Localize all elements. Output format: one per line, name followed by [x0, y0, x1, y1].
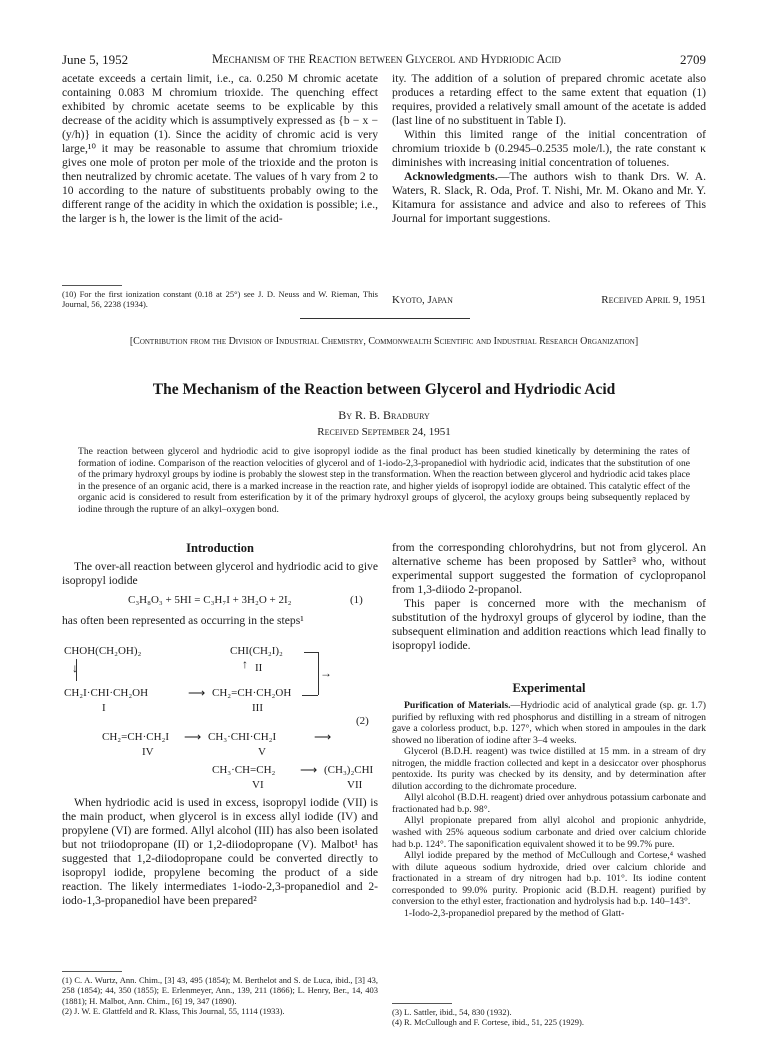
prev-article-right-column	[392, 72, 706, 226]
footnote-divider	[62, 285, 122, 286]
experimental-section	[392, 700, 706, 919]
compound-V: CH₃·CHI·CH₂I	[208, 731, 277, 743]
article-separator	[300, 318, 470, 319]
prev-article-left-column	[62, 72, 378, 226]
intro-paragraph-1: The over-all reaction between glycerol and hydriodic acid to give isopropyl iodide	[62, 560, 378, 587]
intro-paragraph-2: has often been represented as occurring in the steps¹	[62, 614, 304, 627]
label-VI: VI	[252, 779, 264, 791]
purification-label: Purification of Materials.	[404, 700, 511, 711]
experimental-p5: Allyl iodide prepared by the method of McCullough and Cortese,⁴ washed with dilute aqueous sodium hydroxide, dried over calcium chloride and fractionated in a stream of dry nitrogen had b.p. 101°. Its iodine content corresponded to 99.0% purity. Propionic acid (B.D.H. reagent) purified by conversion to the ethyl ester, fractionation and hydrolysis had b.p. 140–143°.	[392, 850, 706, 908]
up-arrow-icon: ↑	[242, 657, 248, 671]
reaction-scheme	[62, 645, 378, 791]
prev-left-paragraph: acetate exceeds a certain limit, i.e., ca. 0.250 M chromic acetate containing 0.083 M chromium trioxide. The quenching effect exhibited by chromic acetate seems to be explicable by this decrease of the acidity which is assumptively expressed as {b − x − (y/h)} in equation (1). Since the acidity of chromic acid is very large,¹⁰ it may be reasonable to assume that chromium trioxide gives one mole of proton per mole of the trioxide and the proton is then neutralized by chromic acetate. The values of h vary from 2 to 10 according to the nature of substituents probably owing to the different range of the acidity in which the oxidation is possible; i.e., the larger is h, the lower is the limit of the acid-	[62, 72, 378, 225]
right-arrow-icon: ⟶	[300, 763, 318, 777]
prev-footnote	[62, 289, 378, 310]
right-paragraph-2: This paper is concerned more with the mechanism of substitution of the hydroxyl groups of glycerol by iodine, than the subsequent elimination and addition reactions which lead finally to isopropyl iodide.	[392, 597, 706, 652]
article-title: The Mechanism of the Reaction between Glycerol and Hydriodic Acid	[152, 381, 616, 398]
bracket-bottom	[302, 695, 318, 696]
prev-right-p2: Within this limited range of the initial concentration of chromium trioxide b (0.2945–0.2535 mole/l.), the rate constant κ diminishes with increasing initial concentration of toluenes.	[392, 128, 706, 169]
footnote-10: (10) For the first ionization constant (0.18 at 25°) see J. D. Neuss and W. Rieman, This Journal, 56, 2238 (1934).	[62, 289, 378, 310]
experimental-p1: —Hydriodic acid of analytical grade (sp. gr. 1.7) purified by refluxing with red phosphorus and distilling in a stream of nitrogen gave a colorless product, b.p. 127°, which when stored in ampoules in the dark showed no liberation of iodine after 3–4 weeks.	[392, 700, 706, 746]
byline: By R. B. Bradbury	[338, 408, 430, 422]
prev-right-p1: ity. The addition of a solution of prepared chromic acetate also produces a retarding effect to the same extent that equation (1) requires, provided a relatively small amount of the acetate is added (last line of no substituent in Table I).	[392, 72, 706, 127]
page-number: 2709	[680, 52, 706, 67]
equation-1: C₃H₈O₃ + 5HI = C₃H₇I + 3H₂O + 2I₂	[128, 594, 292, 606]
experimental-heading: Experimental	[512, 681, 586, 695]
footnote-4: (4) R. McCullough and F. Cortese, ibid., 51, 225 (1929).	[392, 1017, 584, 1028]
footnote-1: (1) C. A. Wurtz, Ann. Chim., [3] 43, 495 (1854); M. Berthelot and S. de Luca, ibid., [3] 43, 258 (1854); 44, 350 (1855); E. Erlenmeyer, Ann., 139, 211 (1866); L. Henry, Ber., 14, 403 (1881); H. Malbot, Ann. Chim., [6] 19, 347 (1890).	[62, 975, 378, 1006]
intro-paragraph-3: When hydriodic acid is used in excess, isopropyl iodide (VII) is the main product, when glycerol is in excess allyl iodide (IV) and propylene (VI) are formed. Allyl alcohol (III) has also been isolated but not triiodopropane (II) or 1,2-diiodopropane (V). Malbot¹ has suggested that 1,2-diiodopropane could be converted directly to isopropyl iodide, propylene becoming the product of a side reaction. The likely intermediates 1-iodo-2,3-propanediol and 2-iodo-1,3-propanediol have been prepared²	[62, 796, 378, 907]
contribution-line: [Contribution from the Division of Industrial Chemistry, Commonwealth Scientific and Industrial Research Organization]	[129, 336, 639, 347]
right-arrow-icon: ⟶	[188, 686, 206, 700]
label-VII: VII	[347, 779, 363, 791]
right-column-text	[392, 541, 706, 653]
acknowledgments-text: —The authors wish to thank Drs. W. A. Waters, R. Slack, R. Oda, Prof. T. Nishi, Mr. M. Okano and Mr. Y. Kitamura for assistance and advice and also to referees of This Journal for important suggestions.	[392, 170, 706, 225]
compound-III: CH₂=CH·CH₂OH	[212, 687, 292, 699]
experimental-p4: Allyl propionate prepared from allyl alcohol and propionic anhydride, washed with 25% aqueous sodium carbonate and dried over calcium chloride had b.p. 124°. The saponification equivalent showed it to be 99.7% pure.	[392, 815, 706, 850]
compound-I: CH₂I·CHI·CH₂OH	[64, 687, 149, 699]
received-date: Received September 24, 1951	[317, 426, 451, 438]
experimental-p2: Glycerol (B.D.H. reagent) was twice distilled at 15 mm. in a stream of dry nitrogen, the middle fraction collected and kept in a desiccator over phosphorus pentoxide. Its purity was checked by its density, and by determination after dilution according to the dichromate procedure.	[392, 746, 706, 792]
prev-location: Kyoto, Japan	[392, 294, 453, 306]
abstract: The reaction between glycerol and hydriodic acid to give isopropyl iodide as the final product has been studied kinetically by determining the rates of formation of iodine. Comparison of the reaction velocities of glycerol and of 1-iodo-2,3-propanediol with hydriodic acid, indicates that the substitution of one of the primary hydroxyl groups by iodine is probably the slowest step in the transformation. When the reaction between glycerol and hydriodic acid takes place in the presence of an organic acid, there is a marked increase in the reaction rate, and higher yields of isopropyl iodide are obtained. This catalytic effect of the organic acid is considered to result from esterification by it of the primary hydroxyl groups of glycerol, the acyloxy groups being subsequently replaced by iodine through the rupture of an alkyl–oxygen bond.	[78, 446, 690, 515]
experimental-p6: 1-Iodo-2,3-propanediol prepared by the method of Glatt-	[404, 907, 625, 919]
introduction-heading: Introduction	[186, 541, 254, 555]
right-arrow-icon: ⟶	[184, 730, 202, 744]
footnote-2: (2) J. W. E. Glattfeld and R. Klass, This Journal, 55, 1114 (1933).	[62, 1006, 285, 1017]
label-I: I	[102, 702, 106, 714]
right-paragraph-1: from the corresponding chlorohydrins, but not from glycerol. An alternative scheme has been proposed by Sattler³ who, without experimental support suggested the formation of cyclopropanol from 1,3-diiodo 2-propanol.	[392, 541, 706, 596]
header-date: June 5, 1952	[62, 52, 129, 67]
right-arrow-icon: →	[320, 666, 332, 680]
scheme-line-vertical	[76, 659, 77, 681]
compound-VI: CH₃·CH=CH₂	[212, 764, 276, 776]
footnote-3: (3) L. Sattler, ibid., 54, 830 (1932).	[392, 1007, 512, 1017]
prev-received: Received April 9, 1951	[601, 294, 706, 306]
label-IV: IV	[142, 746, 154, 758]
scheme-number: (2)	[356, 715, 369, 727]
footnote-divider	[62, 971, 122, 972]
label-III: III	[252, 702, 263, 714]
equation-1-number: (1)	[350, 594, 363, 606]
compound-IV: CH₂=CH·CH₂I	[102, 731, 170, 743]
footnotes-left	[62, 975, 378, 1017]
bracket-right	[318, 652, 319, 695]
label-II: II	[255, 662, 263, 674]
compound-glycerol: CHOH(CH₂OH)₂	[64, 645, 142, 657]
experimental-p3: Allyl alcohol (B.D.H. reagent) dried over anhydrous potassium carbonate and fractionated had b.p. 98°.	[392, 792, 706, 815]
compound-II: CHI(CH₂I)₂	[230, 645, 283, 657]
label-V: V	[258, 746, 266, 758]
footnotes-right	[392, 1007, 706, 1028]
footnote-divider	[392, 1003, 452, 1004]
running-title: Mechanism of the Reaction between Glycerol and Hydriodic Acid	[212, 52, 561, 66]
bracket-top	[304, 652, 318, 653]
acknowledgments-label: Acknowledgments.	[404, 170, 498, 183]
down-arrow-icon: ↓	[72, 661, 78, 675]
compound-VII: (CH₃)₂CHI	[324, 764, 374, 776]
right-arrow-icon: ⟶	[314, 730, 332, 744]
